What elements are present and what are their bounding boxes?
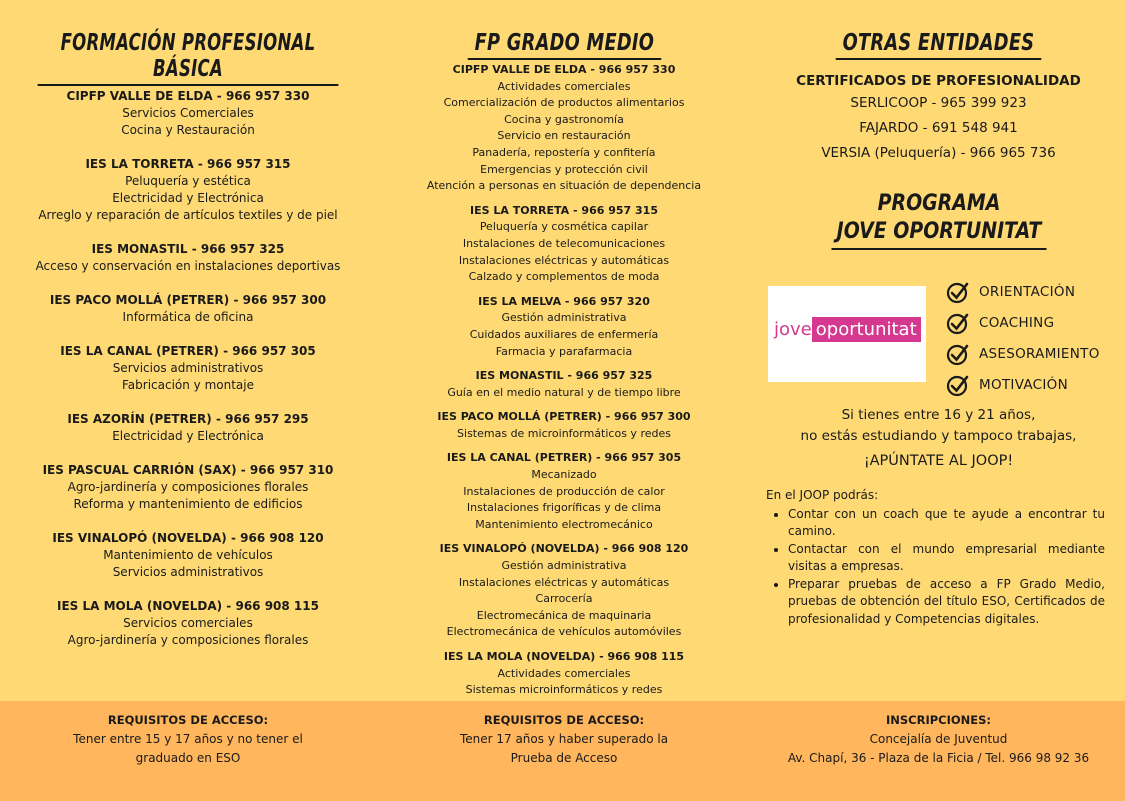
heading-fp-grado-medio: FP GRADO MEDIO (467, 30, 660, 60)
footer-requisitos-medio (376, 711, 752, 768)
center-block (0, 241, 376, 275)
footer-line: Prueba de Acceso (510, 751, 618, 765)
check-item (946, 276, 1100, 307)
center-name: IES VINALOPÓ (NOVELDA) - 966 908 120 (52, 531, 324, 545)
course-item: Electromecánica de maquinaria (476, 608, 652, 622)
center-name: IES LA MELVA - 966 957 320 (478, 294, 650, 308)
center-name: IES MONASTIL - 966 957 325 (475, 369, 653, 383)
course-item: Guía en el medio natural y de tiempo libre (447, 385, 681, 399)
center-name: IES AZORÍN (PETRER) - 966 957 295 (67, 412, 309, 426)
course-item: Gestión administrativa (501, 559, 627, 573)
course-item: Peluquería y cosmética capilar (479, 220, 649, 234)
center-block (0, 411, 376, 445)
certificados-subtitle: CERTIFICADOS DE PROFESIONALIDAD (796, 73, 1081, 89)
joop-lead: En el JOOP podrás: (766, 488, 879, 502)
jove-oportunitat-logo (768, 286, 926, 382)
column-fp-basica (0, 0, 376, 666)
logo-text-jove: jove (774, 319, 812, 340)
joop-item: • Contactar con el mundo empresarial mediante visitas a empresas. (788, 541, 1105, 576)
check-circle-icon (946, 280, 970, 304)
entity-item: VERSIA (Peluquería) - 966 965 736 (821, 145, 1056, 161)
joop-item: • Contar con un coach que te ayude a encontrar tu camino. (788, 506, 1105, 541)
center-block (376, 62, 752, 195)
center-block (376, 294, 752, 360)
footer-requisitos-basica (0, 711, 376, 768)
footer-band (0, 701, 1125, 801)
check-list (946, 276, 1100, 400)
column-otras (752, 0, 1125, 628)
footer-title: INSCRIPCIONES: (885, 713, 992, 727)
course-item: Agro-jardinería y composiciones florales (67, 633, 309, 647)
check-item (946, 307, 1100, 338)
heading-fp-basica: FORMACIÓN PROFESIONAL BÁSICA (38, 30, 339, 86)
center-block (376, 409, 752, 442)
footer-title: REQUISITOS DE ACCESO: (107, 713, 269, 727)
course-item: Servicio en restauración (497, 129, 631, 143)
check-item (946, 338, 1100, 369)
center-name: IES VINALOPÓ (NOVELDA) - 966 908 120 (439, 542, 689, 556)
course-item: Instalaciones eléctricas y automáticas (458, 253, 670, 267)
center-block (0, 343, 376, 394)
course-item: Fabricación y montaje (121, 378, 254, 392)
joop-details (766, 487, 1105, 628)
fp-basica-list (0, 88, 376, 649)
center-name: IES LA TORRETA - 966 957 315 (470, 203, 658, 217)
center-name: CIPFP VALLE DE ELDA - 966 957 330 (66, 89, 310, 103)
center-name: IES LA TORRETA - 966 957 315 (85, 157, 291, 171)
center-block (0, 530, 376, 581)
course-item: Farmacia y parafarmacia (495, 344, 633, 358)
footer-title: REQUISITOS DE ACCESO: (483, 713, 645, 727)
course-item: Arreglo y reparación de artículos textiles y de piel (38, 208, 338, 222)
intro-line: no estás estudiando y tampoco trabajas, (800, 428, 1077, 444)
center-name: IES LA MOLA (NOVELDA) - 966 908 115 (443, 650, 685, 663)
course-item: Informática de oficina (122, 310, 254, 324)
programa-intro (752, 405, 1125, 475)
course-item: Emergencias y protección civil (480, 162, 648, 176)
course-item: Servicios Comerciales (122, 106, 254, 120)
joop-list (766, 506, 1105, 629)
course-item: Electromecánica de vehículos automóviles (446, 625, 682, 639)
course-item: Mecanizado (531, 468, 597, 482)
course-item: Cuidados auxiliares de enfermería (469, 327, 659, 341)
center-name: CIPFP VALLE DE ELDA - 966 957 330 (452, 63, 676, 76)
programa-title-line2: JOVE OPORTUNITAT (836, 219, 1041, 244)
heading-otras-entidades: OTRAS ENTIDADES (836, 30, 1041, 60)
center-name: IES PACO MOLLÁ (PETRER) - 966 957 300 (437, 410, 691, 424)
check-circle-icon (946, 373, 970, 397)
center-block (0, 462, 376, 513)
entity-item: SERLICOOP - 965 399 923 (850, 95, 1027, 111)
course-item: Acceso y conservación en instalaciones deportivas (35, 259, 341, 273)
course-item: Servicios administrativos (112, 565, 264, 579)
course-item: Comercialización de productos alimentarios (443, 96, 685, 110)
course-item: Instalaciones de producción de calor (463, 484, 665, 498)
center-block (376, 368, 752, 401)
center-block (376, 649, 752, 699)
center-name: IES LA CANAL (PETRER) - 966 957 305 (60, 344, 316, 358)
course-item: Instalaciones de telecomunicaciones (462, 236, 666, 250)
footer-line: graduado en ESO (135, 751, 241, 765)
course-item: Instalaciones eléctricas y automáticas (458, 575, 670, 589)
footer-line: Concejalía de Juventud (869, 732, 1008, 746)
check-label: ASESORAMIENTO (979, 345, 1100, 362)
course-item: Sistemas de microinformáticos y redes (457, 426, 671, 440)
center-name: IES LA CANAL (PETRER) - 966 957 305 (446, 451, 682, 465)
fp-grado-medio-list (376, 62, 752, 699)
course-item: Atención a personas en situación de dependencia (426, 179, 702, 193)
center-block (0, 88, 376, 139)
check-label: COACHING (979, 314, 1055, 331)
course-item: Peluquería y estética (125, 174, 251, 188)
course-item: Cocina y Restauración (121, 123, 255, 137)
entity-item: FAJARDO - 691 548 941 (859, 120, 1018, 136)
course-item: Reforma y mantenimiento de edificios (73, 497, 303, 511)
course-item: Agro-jardinería y composiciones florales (67, 480, 309, 494)
course-item: Gestión administrativa (501, 311, 627, 325)
logo-and-checks (752, 276, 1125, 406)
course-item: Electricidad y Electrónica (112, 191, 264, 205)
intro-call-to-action: ¡APÚNTATE AL JOOP! (863, 453, 1014, 469)
center-name: IES MONASTIL - 966 957 325 (91, 242, 285, 256)
programa-title-line1: PROGRAMA (877, 191, 1000, 216)
column-fp-grado-medio (376, 0, 752, 707)
course-item: Cocina y gastronomía (504, 112, 624, 126)
center-block (376, 203, 752, 286)
course-item: Mantenimiento electromecánico (475, 517, 653, 531)
footer-inscripciones (752, 711, 1125, 768)
center-name: IES PASCUAL CARRIÓN (SAX) - 966 957 310 (42, 463, 334, 477)
course-item: Mantenimiento de vehículos (103, 548, 273, 562)
course-item: Actividades comerciales (497, 666, 631, 680)
center-name: IES LA MOLA (NOVELDA) - 966 908 115 (57, 599, 319, 613)
course-item: Calzado y complementos de moda (468, 270, 660, 284)
center-block (376, 541, 752, 641)
footer-line: Tener 17 años y haber superado la (459, 732, 669, 746)
joop-item: • Preparar pruebas de acceso a FP Grado Medio, pruebas de obtención del título ESO, Certificados de profesionalidad y Competencias digitales. (788, 576, 1105, 629)
check-label: MOTIVACIÓN (979, 376, 1069, 393)
course-item: Electricidad y Electrónica (112, 429, 264, 443)
course-item: Sistemas microinformáticos y redes (465, 683, 663, 697)
course-item: Servicios administrativos (112, 361, 264, 375)
center-block (0, 598, 376, 649)
course-item: Actividades comerciales (497, 79, 631, 93)
check-circle-icon (946, 342, 970, 366)
course-item: Panadería, repostería y confitería (472, 145, 656, 159)
check-circle-icon (946, 311, 970, 335)
check-item (946, 369, 1100, 400)
course-item: Instalaciones frigoríficas y de clima (466, 501, 662, 515)
logo-text-oportunitat: oportunitat (812, 317, 921, 342)
course-item: Servicios comerciales (123, 616, 253, 630)
intro-line: Si tienes entre 16 y 21 años, (841, 407, 1036, 423)
center-name: IES PACO MOLLÁ (PETRER) - 966 957 300 (49, 293, 327, 307)
check-label: ORIENTACIÓN (979, 283, 1076, 300)
footer-line: Tener entre 15 y 17 años y no tener el (73, 732, 303, 746)
footer-line: Av. Chapí, 36 - Plaza de la Ficia / Tel. 966 98 92 36 (787, 751, 1090, 765)
programa-heading (831, 190, 1046, 250)
course-item: Carrocería (535, 592, 593, 606)
center-block (376, 450, 752, 533)
center-block (0, 156, 376, 224)
center-block (0, 292, 376, 326)
